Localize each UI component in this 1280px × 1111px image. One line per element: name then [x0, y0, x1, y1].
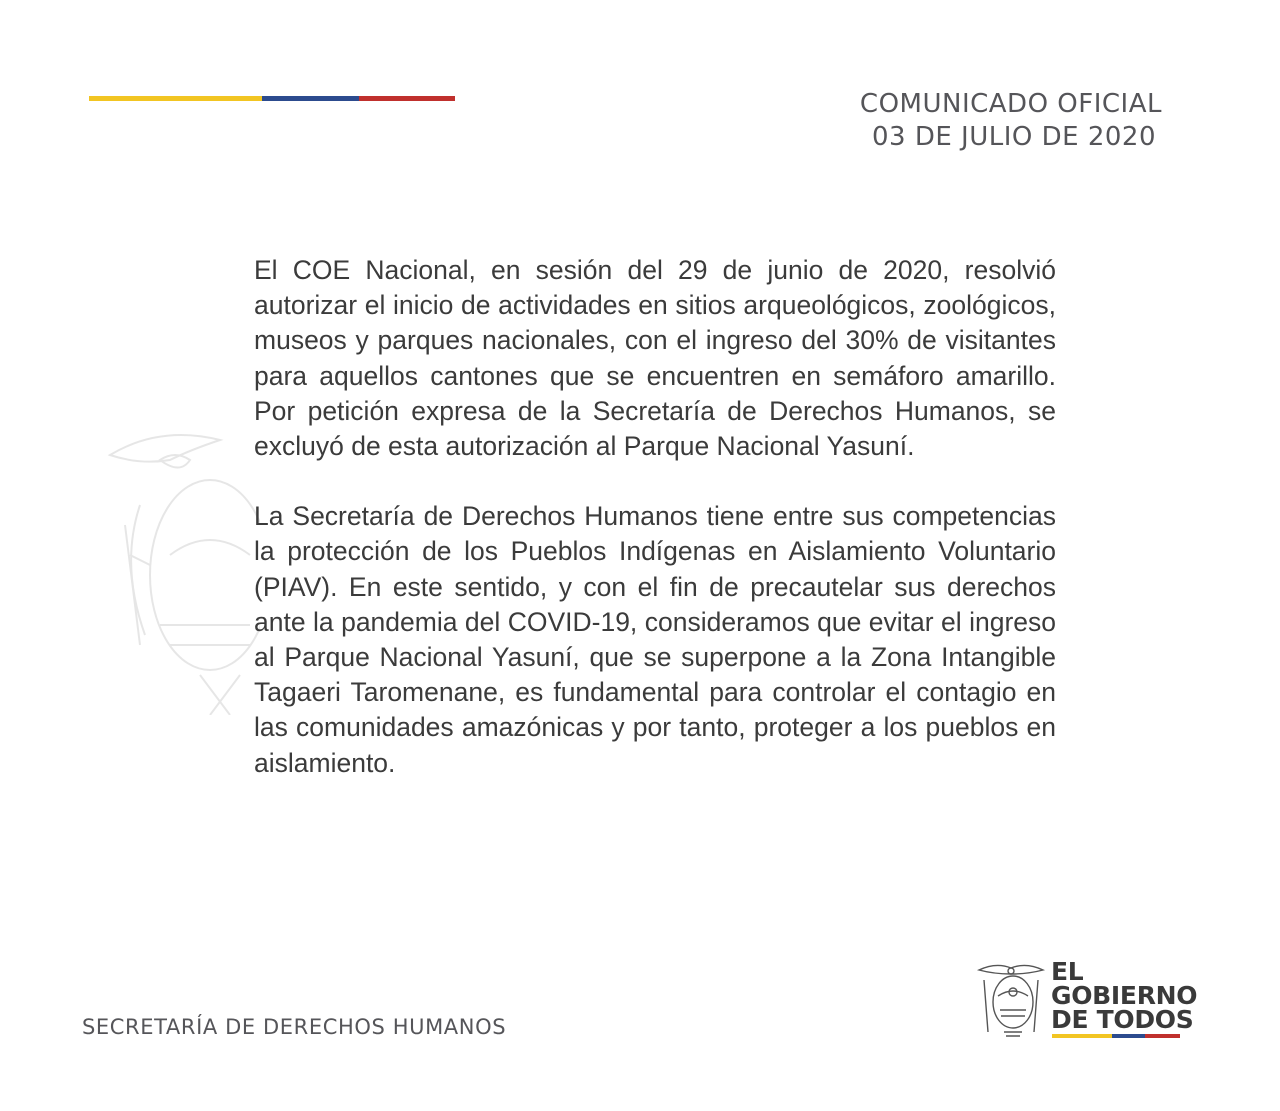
logo-line-3: DE TODOS [1051, 1005, 1194, 1034]
logo-color-bar [1052, 1034, 1180, 1038]
coat-of-arms-watermark-icon [100, 415, 260, 715]
coat-of-arms-icon [976, 960, 1046, 1038]
logo-red-segment [1145, 1034, 1180, 1038]
logo-line-1: EL [1051, 957, 1084, 986]
logo-line-2: GOBIERNO [1051, 981, 1198, 1010]
flag-yellow-segment [89, 96, 262, 101]
institution-name: SECRETARÍA DE DERECHOS HUMANOS [82, 1015, 507, 1039]
paragraph-2: La Secretaría de Derechos Humanos tiene entre sus competencias la protección de los Pueblos Indígenas en Aislamiento Voluntario (PIAV). En este sentido, y con el fin de precautelar sus derechos ante la pandemia del COVID-19, consideramos que evitar el ingreso al Parque Nacional Yasuní, que se superpone a la Zona Intangible Tagaeri Taromenane, es fundamental para controlar el contagio en las comunidades amazónicas y por tanto, proteger a los pueblos en aislamiento. [254, 501, 1056, 778]
flag-red-segment [359, 96, 455, 101]
paragraph-1: El COE Nacional, en sesión del 29 de junio de 2020, resolvió autorizar el inicio de actividades en sitios arqueológicos, zoológicos, museos y parques nacionales, con el ingreso del 30% de visitantes para aquellos cantones que se encuentren en semáforo amarillo. Por petición expresa de la Secretaría de Derechos Humanos, se excluyó de esta autorización al Parque Nacional Yasuní. [254, 255, 1056, 462]
flag-blue-segment [262, 96, 359, 101]
header-block [860, 88, 1162, 154]
body-text [254, 253, 1056, 781]
document-title: COMUNICADO OFICIAL [859, 89, 1162, 119]
gobierno-logo [976, 957, 1198, 1040]
flag-color-bar [89, 96, 455, 101]
document-date: 03 DE JULIO DE 2020 [871, 122, 1156, 152]
logo-wordmark [1051, 957, 1198, 1034]
logo-yellow-segment [1052, 1034, 1112, 1038]
logo-blue-segment [1112, 1034, 1145, 1038]
